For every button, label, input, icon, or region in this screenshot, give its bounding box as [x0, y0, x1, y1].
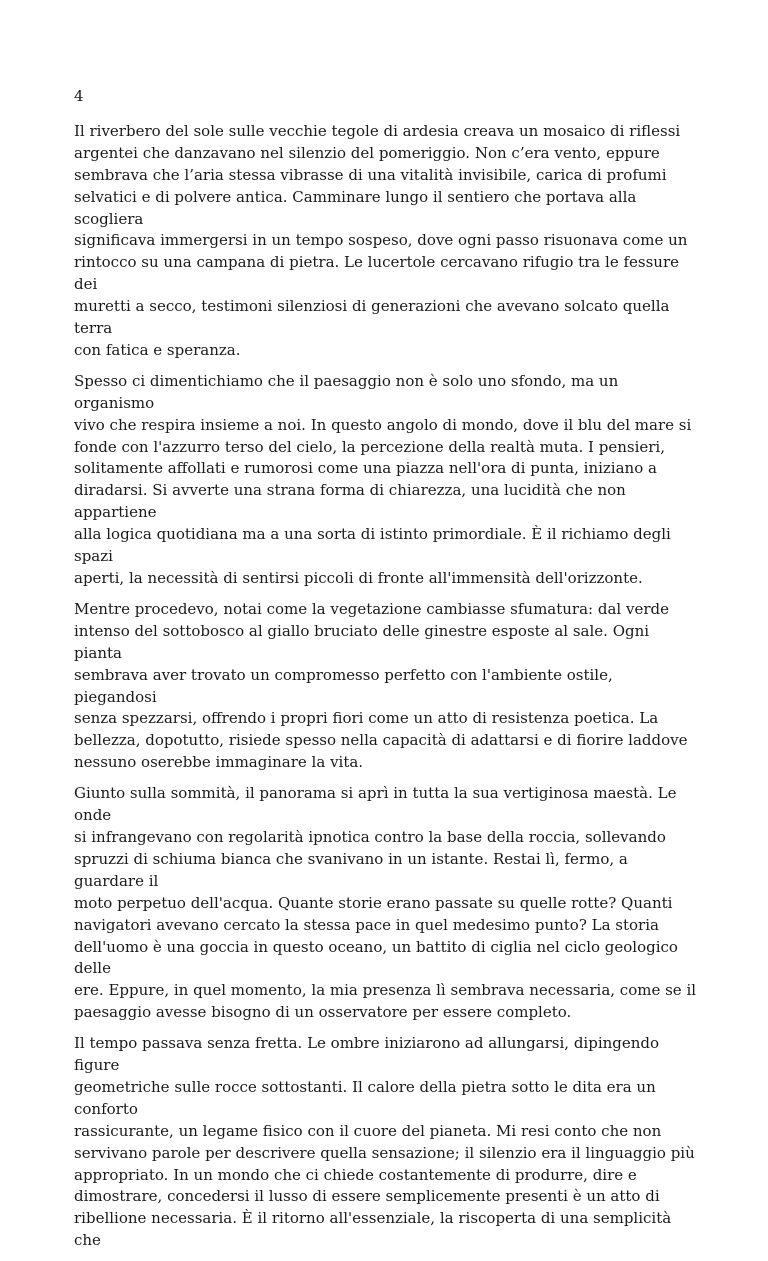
paragraph-5: Il tempo passava senza fretta. Le ombre iniziarono ad allungarsi, dipingendo figure geometriche sulle rocce sottostanti. Il calore della pietra sotto le dita era un conforto rassicurante, un legame fisico con il cuore del pianeta. Mi resi conto che non servivano parole per descrivere quella sensazione; il silenzio era il linguaggio più appropriato. In un mondo che ci chiede costantemente di produrre, dire e dimostrare, concedersi il lusso di essere semplicemente presenti è un atto di ribellione necessaria. È il ritorno all'essenziale, la riscoperta di una semplicità che: [74, 1034, 695, 1250]
paragraph-4: Giunto sulla sommità, il panorama si aprì in tutta la sua vertiginosa maestà. Le onde si infrangevano con regolarità ipnotica contro la base della roccia, sollevando spruzzi di schiuma bianca che svanivano in un istante. Restai lì, fermo, a guardare il moto perpetuo dell'acqua. Quante storie erano passate su quelle rotte? Quanti navigatori avevano cercato la stessa pace in quel medesimo punto? La storia dell'uomo è una goccia in questo oceano, un battito di ciglia nel ciclo geologico delle ere. Eppure, in quel momento, la mia presenza lì sembrava necessaria, come se il paesaggio avesse bisogno di un osservatore per essere completo.: [74, 784, 697, 1022]
paragraph-3: Mentre procedevo, notai come la vegetazione cambiasse sfumatura: dal verde intenso del sottobosco al giallo bruciato delle ginestre esposte al sale. Ogni pianta sembrava aver trovato un compromesso perfetto con l'ambiente ostile, piegandosi senza spezzarsi, offrendo i propri fiori come un atto di resistenza poetica. La bellezza, dopotutto, risiede spesso nella capacità di adattarsi e di fiorire laddove nessuno oserebbe immaginare la vita.: [74, 599, 688, 772]
paragraph-2: Spesso ci dimentichiamo che il paesaggio non è solo uno sfondo, ma un organismo vivo che respira insieme a noi. In questo angolo di mondo, dove il blu del mare si fonde con l'azzurro terso del cielo, la percezione della realtà muta. I pensieri, solitamente affollati e rumorosi come una piazza nell'ora di punta, iniziano a diradarsi. Si avverte una strana forma di chiarezza, una lucidità che non appartiene alla logica quotidiana ma a una sorta di istinto primordiale. È il richiamo degli spazi aperti, la necessità di sentirsi piccoli di fronte all'immensità dell'orizzonte.: [74, 371, 692, 588]
paragraph-1: Il riverbero del sole sulle vecchie tegole di ardesia creava un mosaico di riflessi argentei che danzavano nel silenzio del pomeriggio. Non c’era vento, eppure sembrava che l’aria stessa vibrasse di una vitalità invisibile, carica di profumi selvatici e di polvere antica. Camminare lungo il sentiero che portava alla scogliera significava immergersi in un tempo sospeso, dove ogni passo risuonava come un rintocco su una campana di pietra. Le lucertole cercavano rifugio tra le fessure dei muretti a secco, testimoni silenziosi di generazioni che avevano solcato quella terra con fatica e speranza.: [74, 121, 688, 359]
document-page: [74, 86, 699, 1261]
page-number: 4: [74, 87, 84, 105]
